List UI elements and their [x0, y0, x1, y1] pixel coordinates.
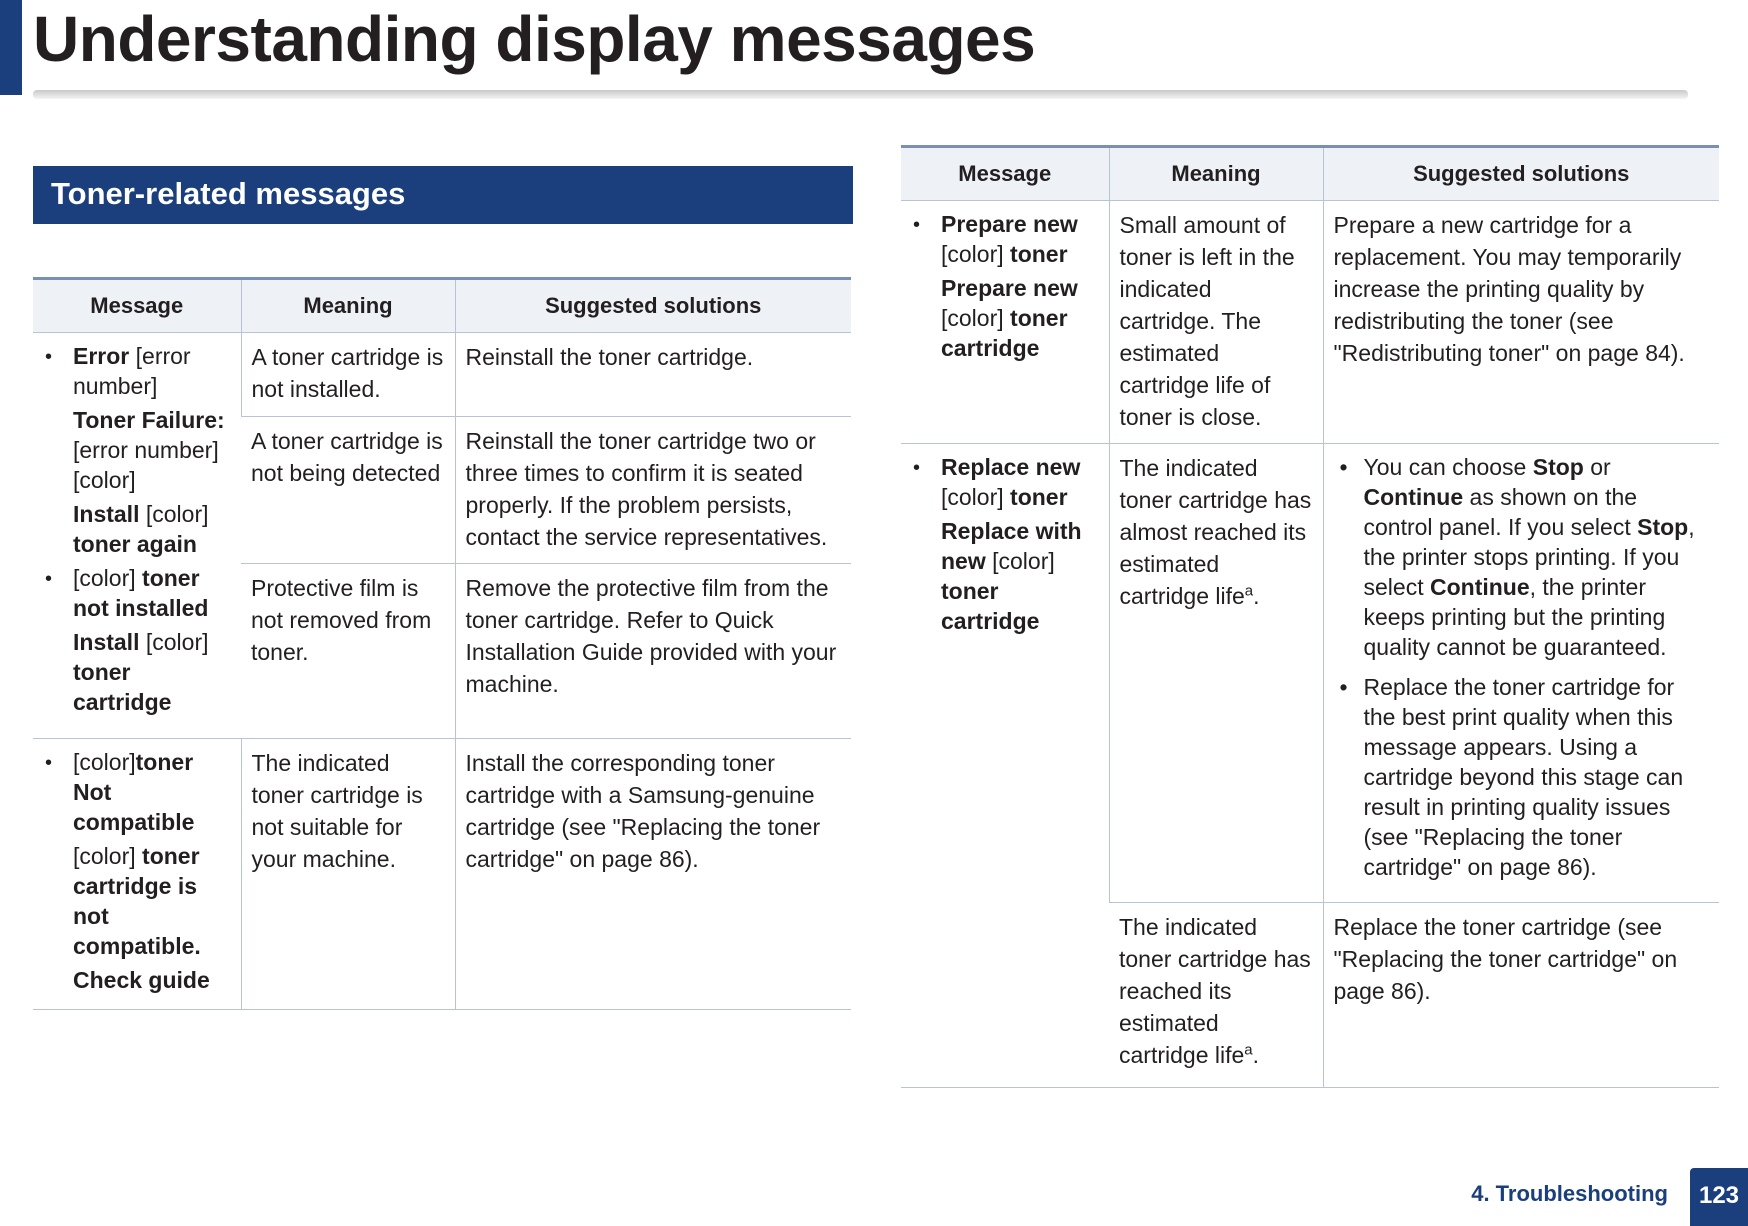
message-text: [color]: [985, 548, 1055, 574]
meaning-cell: [1109, 903, 1323, 1088]
solution-keyword: Continue: [1429, 574, 1530, 600]
column-header-solutions: Suggested solutions: [1323, 147, 1719, 201]
list-item: [1334, 672, 1710, 882]
solution-cell: Prepare a new cartridge for a replacement. You may temporarily increase the printing quality by redistributing the toner (see "Redistributing toner" on page 84).: [1323, 201, 1719, 444]
meaning-cell: Protective film is not removed from toner.: [241, 564, 455, 739]
title-accent-bar: [0, 0, 22, 95]
solution-cell: Reinstall the toner cartridge two or three times to confirm it is seated properly. If the problem persists, contact the service representatives.: [455, 417, 851, 564]
meaning-cell: A toner cartridge is not being detected: [241, 417, 455, 564]
message-keyword: Prepare new: [941, 275, 1078, 301]
solution-cell: Remove the protective film from the toner cartridge. Refer to Quick Installation Guide provided with your machine.: [455, 564, 851, 739]
meaning-cell: The indicated toner cartridge is not suitable for your machine.: [241, 739, 455, 1010]
solution-text: as shown on the control panel. If you select: [1363, 484, 1638, 540]
solution-cell: Reinstall the toner cartridge.: [455, 333, 851, 417]
list-item: [43, 563, 231, 717]
message-text: [color]: [941, 241, 1011, 267]
message-keyword: toner cartridge: [941, 578, 1040, 634]
solution-text: or: [1583, 454, 1611, 480]
message-keyword: Install: [73, 501, 140, 527]
message-cell: [901, 444, 1109, 1088]
title-divider: [33, 90, 1688, 99]
list-item: [911, 452, 1099, 636]
column-header-message: Message: [901, 147, 1109, 201]
table-row: [901, 201, 1719, 444]
meaning-text-end: .: [1252, 1042, 1260, 1068]
table-row: [33, 333, 851, 417]
table-header-row: [901, 147, 1719, 201]
footer-chapter: 4. Troubleshooting: [1471, 1181, 1668, 1206]
list-item: [43, 341, 231, 559]
message-keyword: toner cartridge: [941, 305, 1068, 361]
message-keyword: Error: [73, 343, 130, 369]
message-text: [color]: [139, 629, 209, 655]
message-text: [error number] [color]: [73, 437, 219, 493]
section-header: [33, 166, 853, 224]
message-keyword: Prepare new: [941, 211, 1078, 237]
message-cell: [901, 201, 1109, 444]
column-header-solutions: Suggested solutions: [455, 279, 851, 333]
message-keyword: Toner Failure:: [73, 407, 225, 433]
message-cell: [33, 333, 241, 739]
message-text: [color]: [73, 843, 143, 869]
message-text: [color]: [73, 565, 143, 591]
column-header-meaning: Meaning: [241, 279, 455, 333]
page-title: Understanding display messages: [33, 3, 1036, 75]
table-row: [901, 444, 1719, 903]
footnote-marker: a: [1244, 582, 1254, 600]
message-text: [color]: [941, 484, 1011, 510]
meaning-cell: A toner cartridge is not installed.: [241, 333, 455, 417]
table-row: [33, 739, 851, 1010]
message-cell: [33, 739, 241, 1010]
message-text: [error number]: [73, 343, 191, 399]
meaning-cell: [1109, 444, 1323, 903]
message-keyword: Replace with new: [941, 518, 1082, 574]
meaning-cell: Small amount of toner is left in the indicated cartridge. The estimated cartridge life of toner is close.: [1109, 201, 1323, 444]
message-text: [color]: [139, 501, 209, 527]
table-header-row: [33, 279, 851, 333]
column-header-message: Message: [33, 279, 241, 333]
right-message-table: [901, 145, 1719, 1088]
solution-cell: [1323, 444, 1719, 903]
list-item: [911, 209, 1099, 363]
left-message-table: [33, 277, 851, 1010]
message-keyword: Check guide: [73, 967, 210, 993]
meaning-text: The indicated toner cartridge has almost reached its estimated cartridge life: [1119, 455, 1312, 609]
solution-cell: Replace the toner cartridge (see "Replacing the toner cartridge" on page 86).: [1323, 903, 1719, 1088]
message-keyword: Install: [73, 629, 140, 655]
footnote-marker: a: [1244, 1041, 1253, 1059]
message-keyword: toner again: [73, 531, 197, 557]
section-title: Toner-related messages: [51, 176, 406, 211]
message-keyword: toner: [1010, 241, 1068, 267]
meaning-text-end: .: [1253, 583, 1260, 609]
solution-text: , the printer keeps printing but the printing quality cannot be guaranteed.: [1363, 574, 1667, 660]
meaning-text: The indicated toner cartridge has reached its estimated cartridge life: [1119, 914, 1311, 1068]
message-keyword: toner: [1010, 484, 1068, 510]
page-number: 123: [1690, 1168, 1748, 1226]
solution-cell: Install the corresponding toner cartridge with a Samsung-genuine cartridge (see "Replacing the toner cartridge" on page 86).: [455, 739, 851, 1010]
message-text: [color]: [73, 749, 136, 775]
message-keyword: toner cartridge: [73, 659, 172, 715]
message-keyword: toner Not compatible: [73, 749, 195, 835]
message-keyword: toner not installed: [73, 565, 209, 621]
solution-text: Replace the toner cartridge for the best print quality when this message appears. Using a cartridge beyond this stage can result in printing quality issues (see "Replacing the toner cartridge" on page 86).: [1363, 674, 1684, 880]
solution-keyword: Continue: [1363, 484, 1464, 510]
solution-keyword: Stop: [1532, 454, 1584, 480]
message-keyword: Replace new: [941, 454, 1081, 480]
solution-text: , the printer stops printing. If you select: [1363, 514, 1695, 600]
list-item: [1334, 452, 1710, 662]
solution-keyword: Stop: [1637, 514, 1689, 540]
message-text: [color]: [941, 305, 1011, 331]
column-header-meaning: Meaning: [1109, 147, 1323, 201]
solution-text: You can choose: [1363, 454, 1533, 480]
list-item: [43, 747, 231, 995]
message-keyword: toner cartridge is not compatible.: [73, 843, 201, 959]
